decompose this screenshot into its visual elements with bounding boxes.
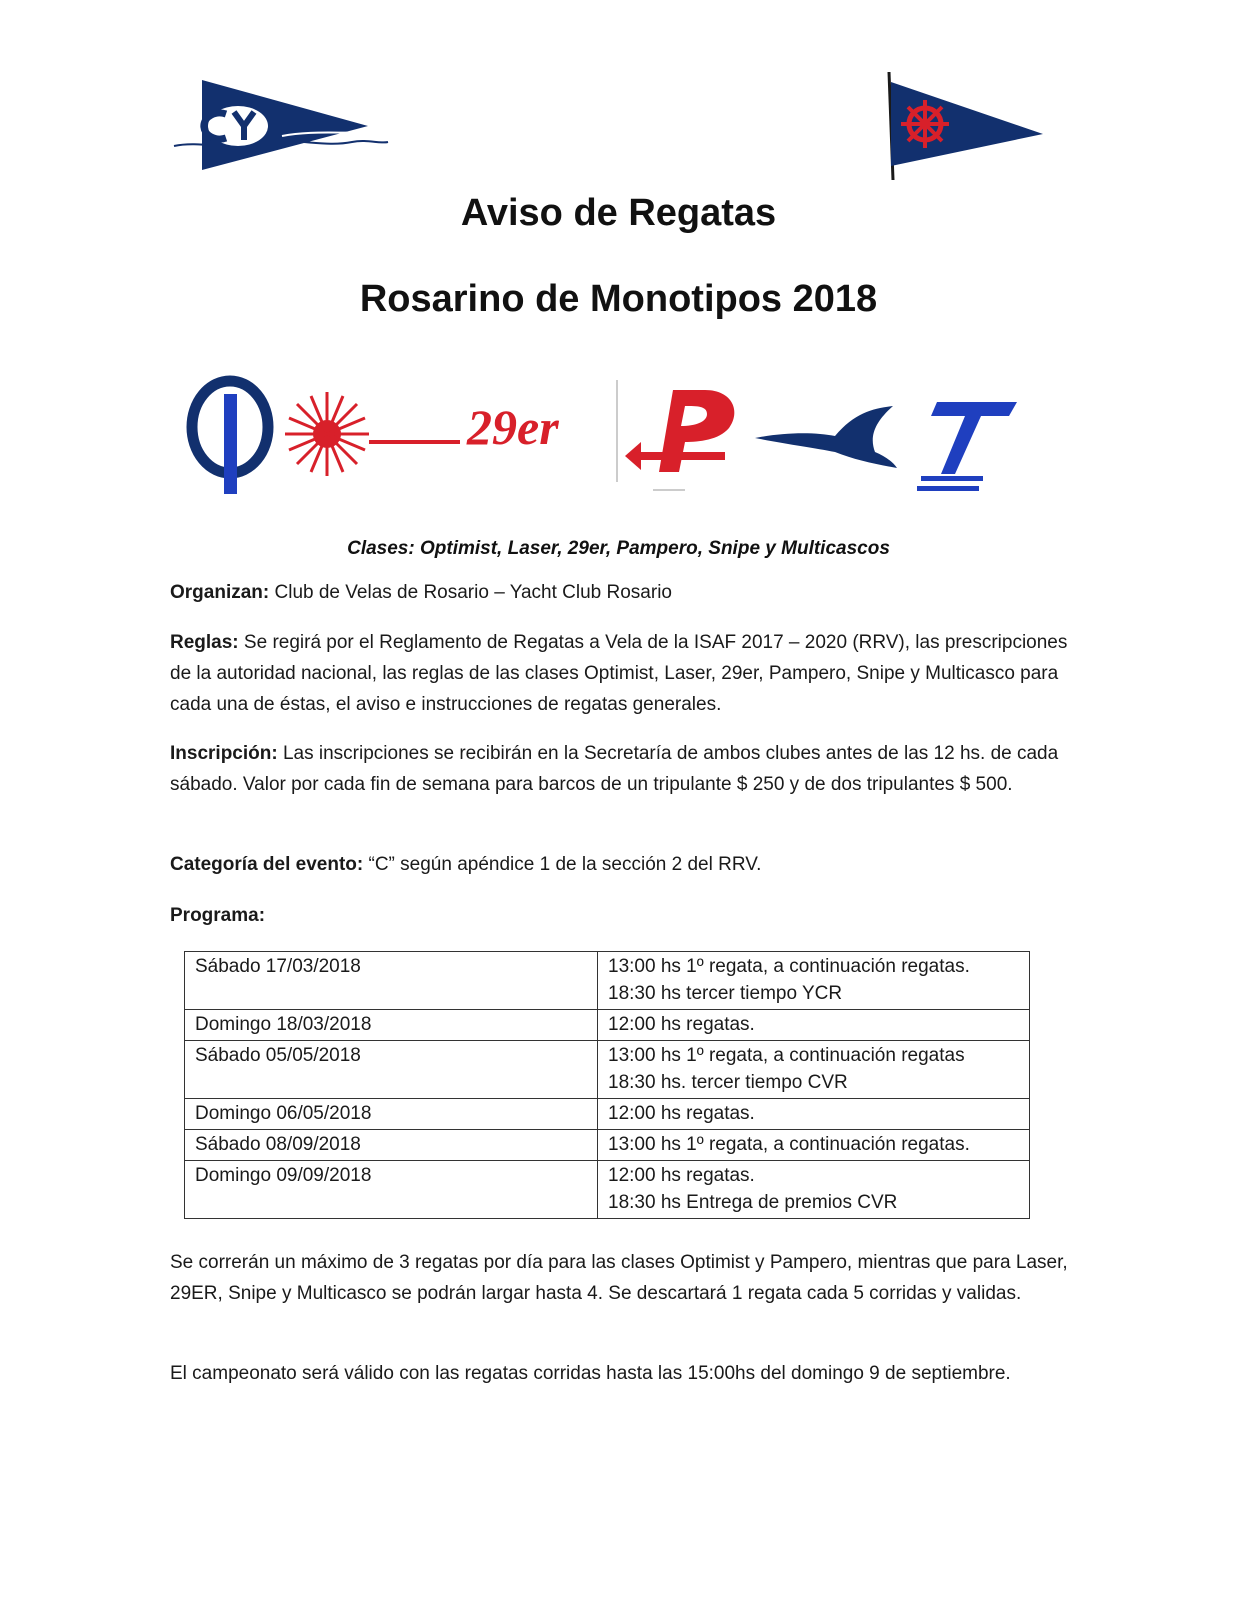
schedule-day: Domingo 06/05/2018 bbox=[185, 1099, 598, 1130]
schedule-event-line: 12:00 hs regatas. bbox=[608, 1165, 755, 1186]
snipe-logo-icon bbox=[755, 406, 897, 468]
table-row bbox=[185, 1099, 1030, 1130]
schedule-event-line: 18:30 hs tercer tiempo YCR bbox=[608, 983, 843, 1004]
ycr-burgee-icon bbox=[883, 70, 1049, 182]
table-row bbox=[185, 1041, 1030, 1099]
schedule-day: Domingo 18/03/2018 bbox=[185, 1010, 598, 1041]
categoria-paragraph bbox=[170, 849, 1070, 880]
schedule-event-line: 12:00 hs regatas. bbox=[608, 1103, 755, 1124]
schedule-event-line: 13:00 hs 1º regata, a continuación regatas bbox=[608, 1045, 965, 1066]
schedule-events bbox=[598, 1130, 1030, 1161]
schedule-events bbox=[598, 1041, 1030, 1099]
multicasco-logo-icon bbox=[917, 402, 1017, 491]
schedule-events bbox=[598, 1161, 1030, 1219]
organizan-paragraph bbox=[170, 577, 1070, 608]
classes-line: Clases: Optimist, Laser, 29er, Pampero, Snipe y Multicascos bbox=[347, 538, 890, 559]
reglas-label: Reglas: bbox=[170, 632, 239, 653]
reglas-paragraph bbox=[170, 627, 1070, 720]
29er-logo-icon: 29er bbox=[467, 399, 559, 455]
programa-heading bbox=[170, 900, 1070, 931]
races-paragraph: Se correrán un máximo de 3 regatas por día para las clases Optimist y Pampero, mientras que para Laser, 29ER, Snipe y Multicasco se podrán largar hasta 4. Se descartará 1 regata cada 5 corridas y validas. bbox=[170, 1252, 1068, 1304]
organizan-text: Club de Velas de Rosario – Yacht Club Rosario bbox=[269, 582, 672, 603]
reglas-text: Se regirá por el Reglamento de Regatas a Vela de la ISAF 2017 – 2020 (RRV), las prescripciones de la autoridad nacional, las reglas de las clases Optimist, Laser, 29er, Pampero, Snipe y Multicasco para cada una de éstas, el aviso e instrucciones de regatas generales. bbox=[170, 632, 1068, 715]
validity-paragraph: El campeonato será válido con las regatas corridas hasta las 15:00hs del domingo 9 de septiembre. bbox=[170, 1363, 1011, 1384]
categoria-text: “C” según apéndice 1 de la sección 2 del RRV. bbox=[363, 854, 762, 875]
inscripcion-label: Inscripción: bbox=[170, 743, 278, 764]
schedule-table bbox=[184, 951, 1030, 1219]
programa-label: Programa: bbox=[170, 905, 266, 926]
schedule-event-line: 13:00 hs 1º regata, a continuación regatas. bbox=[608, 956, 970, 977]
laser-logo-icon bbox=[285, 392, 460, 476]
schedule-events bbox=[598, 1099, 1030, 1130]
page-title: Aviso de Regatas bbox=[460, 192, 777, 234]
inscripcion-paragraph bbox=[170, 738, 1070, 800]
page-subtitle: Rosarino de Monotipos 2018 bbox=[359, 278, 878, 320]
schedule-events bbox=[598, 1010, 1030, 1041]
categoria-label: Categoría del evento: bbox=[170, 854, 364, 875]
schedule-event-line: 18:30 hs Entrega de premios CVR bbox=[608, 1192, 898, 1213]
schedule-day: Sábado 08/09/2018 bbox=[185, 1130, 598, 1161]
schedule-events bbox=[598, 952, 1030, 1010]
inscripcion-text: Las inscripciones se recibirán en la Secretaría de ambos clubes antes de las 12 hs. de cada sábado. Valor por cada fin de semana para barcos de un tripulante $ 250 y de dos tripulantes $ 500. bbox=[170, 743, 1059, 795]
schedule-day: Sábado 05/05/2018 bbox=[185, 1041, 598, 1099]
cyr-burgee-icon bbox=[172, 74, 390, 178]
schedule-event-line: 12:00 hs regatas. bbox=[608, 1014, 755, 1035]
class-logos-strip bbox=[185, 372, 1035, 504]
schedule-event-line: 18:30 hs. tercer tiempo CVR bbox=[608, 1072, 848, 1093]
table-row bbox=[185, 952, 1030, 1010]
optimist-logo-icon bbox=[192, 381, 268, 494]
schedule-event-line: 13:00 hs 1º regata, a continuación regatas. bbox=[608, 1134, 970, 1155]
pampero-logo-icon bbox=[617, 380, 734, 490]
table-row bbox=[185, 1010, 1030, 1041]
table-row bbox=[185, 1130, 1030, 1161]
table-row bbox=[185, 1161, 1030, 1219]
organizan-label: Organizan: bbox=[170, 582, 270, 603]
schedule-day: Domingo 09/09/2018 bbox=[185, 1161, 598, 1219]
schedule-day: Sábado 17/03/2018 bbox=[185, 952, 598, 1010]
